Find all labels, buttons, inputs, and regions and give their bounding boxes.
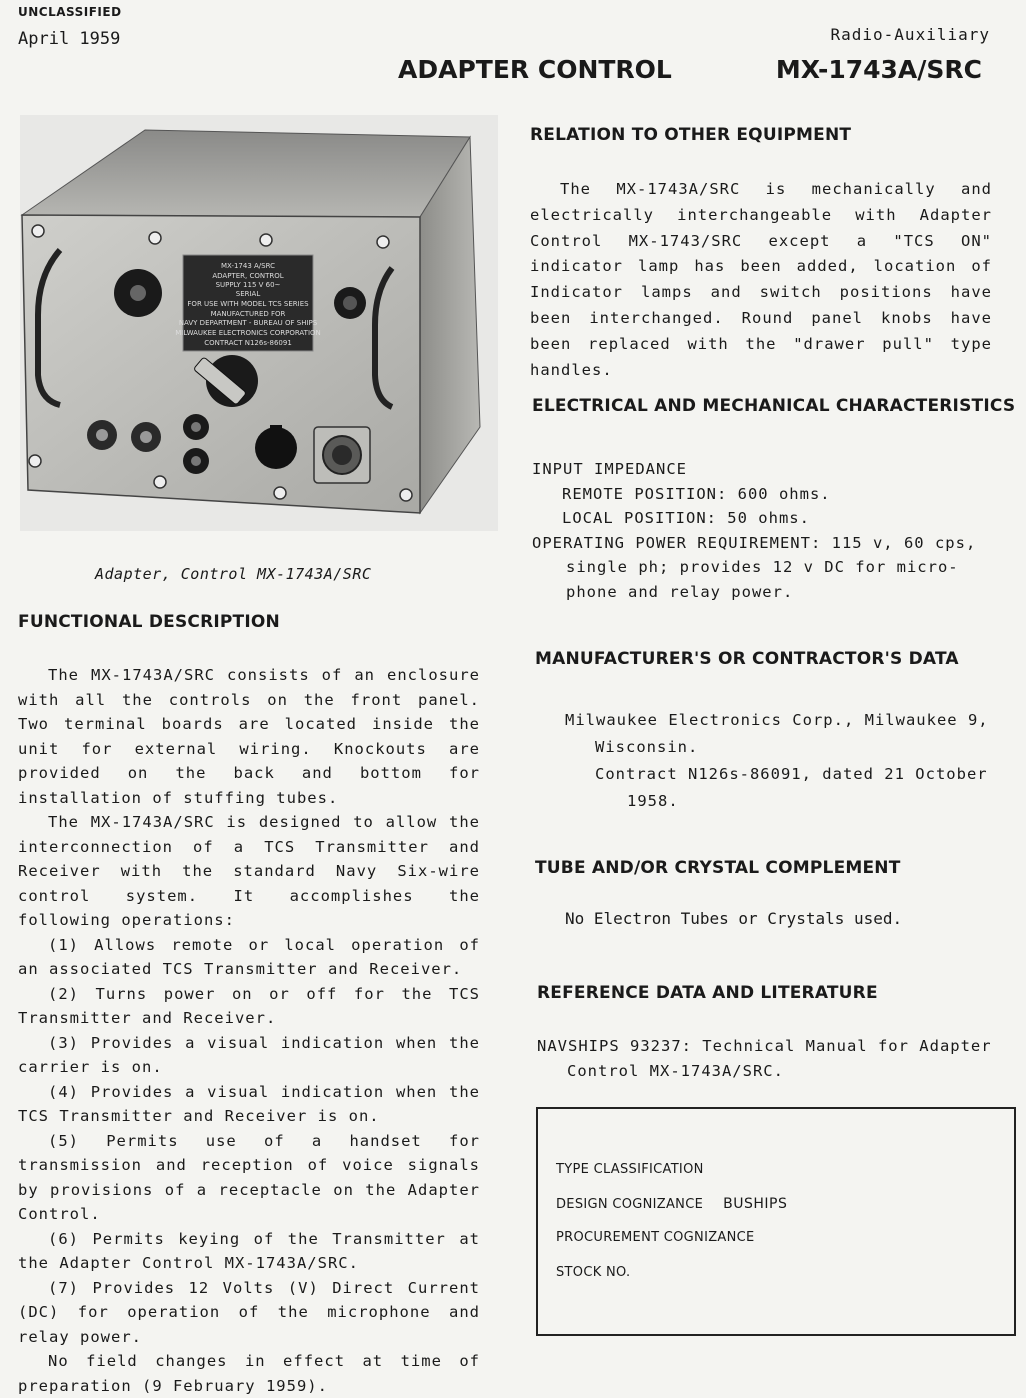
remote-position: REMOTE POSITION: 600 ohms.	[562, 484, 831, 503]
photo-caption: Adapter, Control MX-1743A/SRC	[95, 565, 372, 583]
functional-description-heading: FUNCTIONAL DESCRIPTION	[18, 612, 280, 632]
stock-number-label: STOCK NO.	[556, 1265, 631, 1280]
input-impedance-label: INPUT IMPEDANCE	[532, 460, 687, 478]
tube-complement-text: No Electron Tubes or Crystals used.	[565, 909, 903, 928]
functional-paragraph: The MX-1743A/SRC is designed to allow the interconnection of a TCS Transmitter and Receiver with the standard Navy Six-wire control system. It accomplishes the following operations:	[18, 813, 480, 929]
category-label: Radio-Auxiliary	[830, 25, 990, 44]
equipment-photo	[20, 115, 498, 531]
relation-heading: RELATION TO OTHER EQUIPMENT	[530, 125, 852, 145]
tube-complement-heading: TUBE AND/OR CRYSTAL COMPLEMENT	[535, 858, 901, 878]
relation-body	[530, 177, 992, 383]
electrical-heading: ELECTRICAL AND MECHANICAL CHARACTERISTICS	[532, 396, 1016, 416]
power-value: 115 v, 60 cps,	[831, 533, 977, 552]
reference-line: Control MX-1743A/SRC.	[567, 1061, 784, 1080]
power-requirement	[532, 531, 1002, 556]
adapter-control-illustration	[20, 115, 498, 531]
plate-line: MANUFACTURED FOR	[210, 310, 286, 318]
power-continuation: phone and relay power.	[566, 582, 794, 601]
operation-item: (7) Provides 12 Volts (V) Direct Current (DC) for operation of the microphone and relay power.	[18, 1278, 480, 1346]
operation-item: (2) Turns power on or off for the TCS Transmitter and Receiver.	[18, 984, 480, 1027]
functional-description-body	[18, 663, 480, 1398]
page-title: ADAPTER CONTROL	[398, 55, 672, 84]
closing-note: No field changes in effect at time of preparation (9 February 1959).	[18, 1352, 480, 1395]
classification-box	[536, 1107, 1016, 1336]
design-cognizance-value: BUSHIPS	[723, 1196, 788, 1212]
model-number: MX-1743A/SRC	[775, 55, 982, 84]
plate-line: MILWAUKEE ELECTRONICS CORPORATION	[175, 329, 321, 337]
reference-line: NAVSHIPS 93237: Technical Manual for Adapter	[537, 1037, 992, 1055]
design-cognizance-label: DESIGN COGNIZANCE	[556, 1197, 704, 1212]
operation-item: (1) Allows remote or local operation of an associated TCS Transmitter and Receiver.	[18, 935, 480, 978]
design-cognizance-row	[556, 1196, 787, 1212]
local-position: LOCAL POSITION: 50 ohms.	[562, 509, 810, 527]
electrical-body	[532, 457, 1002, 604]
plate-line: FOR USE WITH MODEL TCS SERIES	[187, 300, 309, 308]
plate-line: SERIAL	[235, 290, 261, 298]
manufacturer-heading: MANUFACTURER'S OR CONTRACTOR'S DATA	[535, 649, 959, 669]
manufacturer-line: 1958.	[627, 792, 679, 810]
procurement-cognizance-label: PROCUREMENT COGNIZANCE	[556, 1230, 755, 1245]
plate-line: ADAPTER, CONTROL	[212, 272, 284, 280]
functional-paragraph: The MX-1743A/SRC consists of an enclosure with all the controls on the front panel. Two terminal boards are located inside the unit for external wiring. Knockouts are provided on the back and bottom for installation of stuffing tubes.	[18, 666, 480, 807]
manufacturer-line: Contract N126s-86091, dated 21 October	[595, 765, 988, 783]
publication-date: April 1959	[18, 29, 121, 49]
relation-paragraph: The MX-1743A/SRC is mechanically and electrically interchangeable with Adapter Control MX-1743/SRC except a "TCS ON" indicator lamp has been added, location of Indicator lamps and switch positions have been interchanged. Round panel knobs have been replaced with the "drawer pull" type handles.	[530, 180, 992, 379]
operation-item: (6) Permits keying of the Transmitter at the Adapter Control MX-1743A/SRC.	[18, 1229, 480, 1272]
reference-heading: REFERENCE DATA AND LITERATURE	[537, 983, 878, 1003]
operation-item: (3) Provides a visual indication when the carrier is on.	[18, 1033, 480, 1076]
plate-line: CONTRACT N126s-86091	[204, 339, 292, 347]
operation-item: (4) Provides a visual indication when the TCS Transmitter and Receiver is on.	[18, 1082, 480, 1125]
plate-line: SUPPLY 115 V 60~	[215, 281, 281, 289]
power-continuation: single ph; provides 12 v DC for micro-	[566, 558, 959, 576]
plate-line: MX-1743 A/SRC	[220, 262, 276, 270]
operation-item: (5) Permits use of a handset for transmission and reception of voice signals by provisions of a receptacle on the Adapter Control.	[18, 1131, 480, 1223]
power-label: OPERATING POWER REQUIREMENT:	[532, 533, 822, 552]
classification-marking: UNCLASSIFIED	[18, 5, 122, 19]
reference-body	[537, 1034, 1007, 1083]
manufacturer-body	[565, 707, 1005, 815]
manufacturer-line: Milwaukee Electronics Corp., Milwaukee 9,	[565, 711, 989, 729]
plate-line: NAVY DEPARTMENT - BUREAU OF SHIPS	[178, 319, 318, 327]
manufacturer-line: Wisconsin.	[595, 738, 699, 756]
type-classification-label: TYPE CLASSIFICATION	[556, 1162, 704, 1177]
